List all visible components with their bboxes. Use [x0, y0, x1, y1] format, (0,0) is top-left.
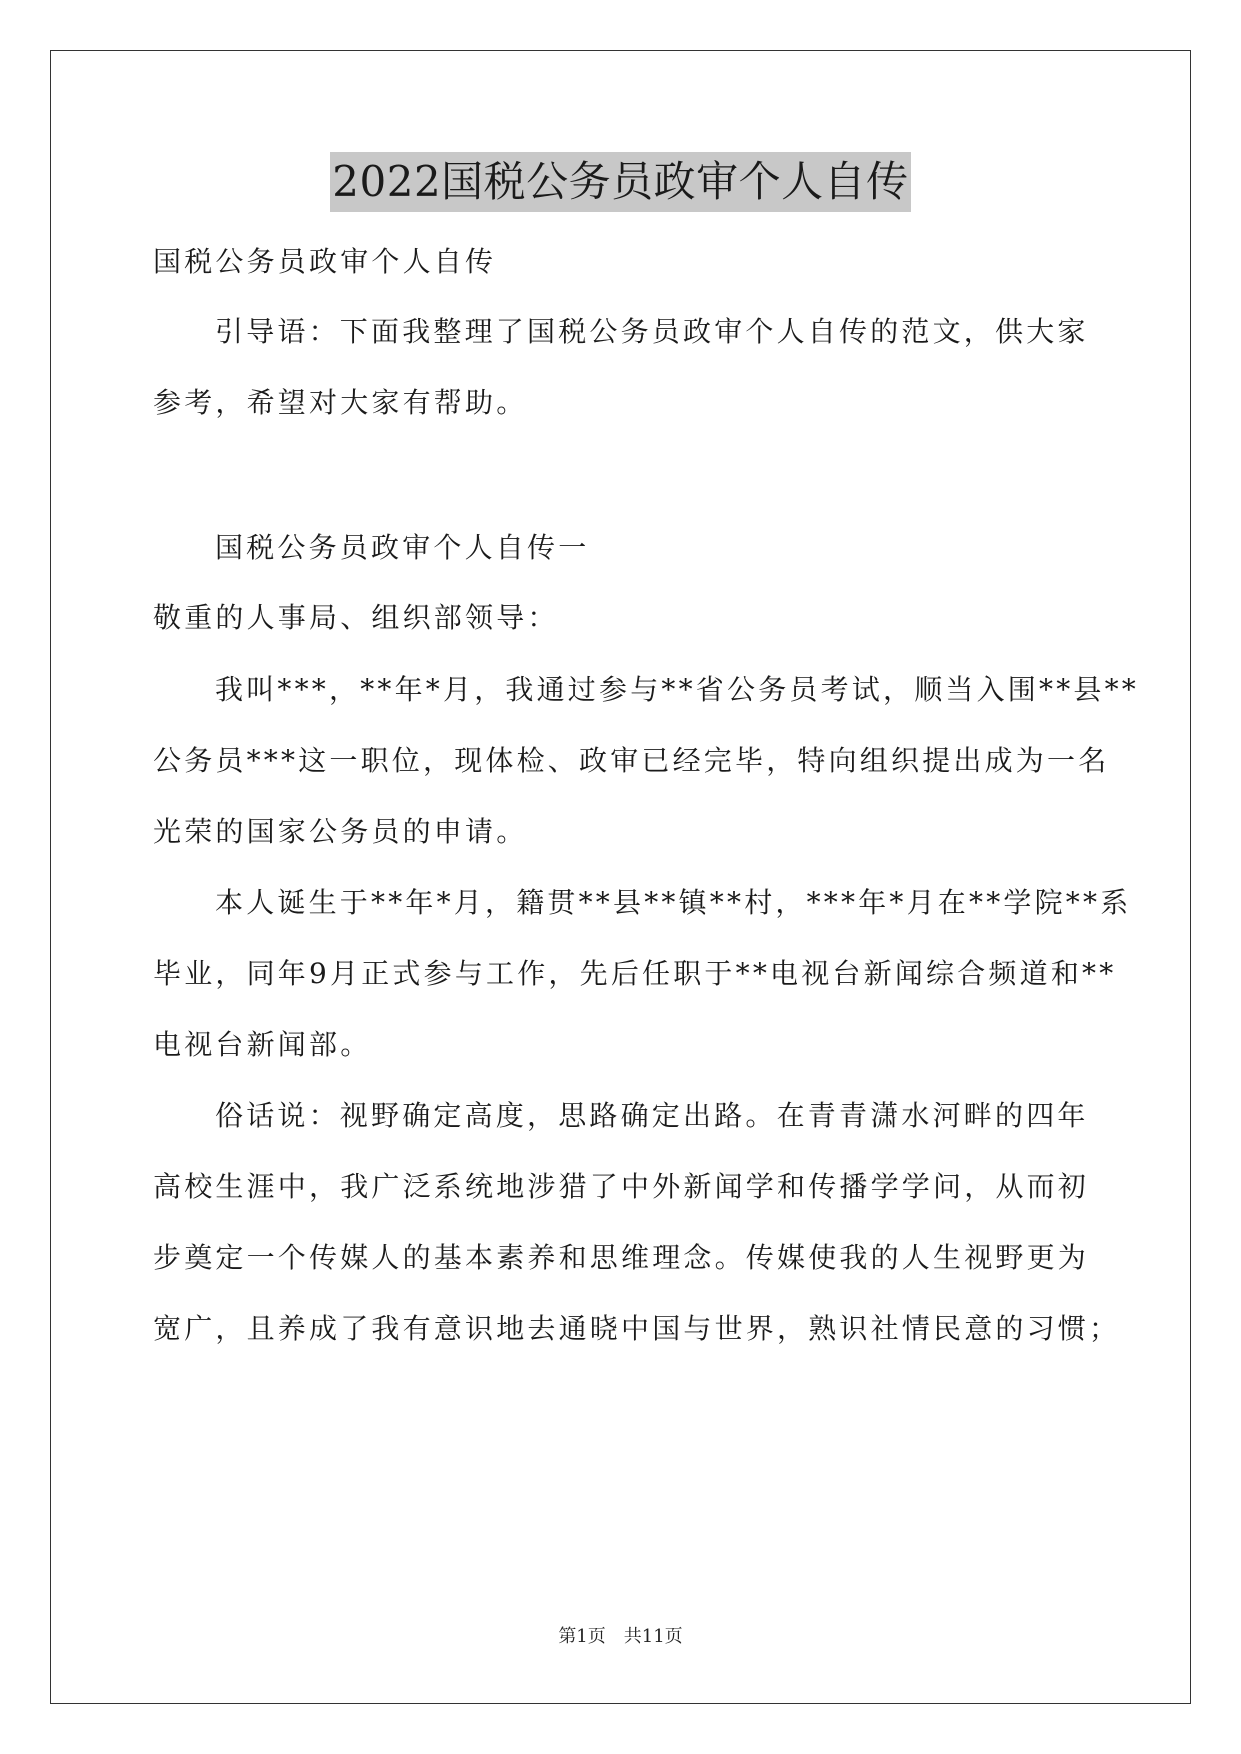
body-line-11: 电视台新闻部。	[153, 1028, 372, 1061]
body-line-2: 引导语：下面我整理了国税公务员政审个人自传的范文，供大家	[215, 315, 1089, 348]
body-line-7: 公务员***这一职位，现体检、政审已经完毕，特向组织提出成为一名	[153, 744, 1110, 777]
page-border	[50, 50, 1191, 1704]
body-line-10: 毕业，同年9月正式参与工作，先后任职于**电视台新闻综合频道和**	[153, 957, 1117, 990]
body-line-9: 本人诞生于**年*月，籍贯**县**镇**村，***年*月在**学院**系	[215, 886, 1132, 919]
body-line-8: 光荣的国家公务员的申请。	[153, 815, 528, 848]
body-line-15: 宽广，且养成了我有意识地去通晓中国与世界，熟识社情民意的习惯；	[153, 1312, 1121, 1345]
body-line-3: 参考，希望对大家有帮助。	[153, 386, 528, 419]
body-line-13: 高校生涯中，我广泛系统地涉猎了中外新闻学和传播学学问，从而初	[153, 1170, 1090, 1203]
body-line-1: 国税公务员政审个人自传	[153, 245, 497, 278]
document-title-text: 2022国税公务员政审个人自传	[330, 152, 910, 212]
body-line-12: 俗话说：视野确定高度，思路确定出路。在青青潇水河畔的四年	[215, 1099, 1089, 1132]
page-footer: 第1页 共11页	[558, 1626, 683, 1647]
body-line-4: 国税公务员政审个人自传一	[215, 531, 590, 564]
document-title	[0, 152, 1241, 212]
body-line-14: 步奠定一个传媒人的基本素养和思维理念。传媒使我的人生视野更为	[153, 1241, 1090, 1274]
body-line-6: 我叫***，**年*月，我通过参与**省公务员考试，顺当入围**县**	[215, 673, 1140, 706]
body-line-5: 敬重的人事局、组织部领导：	[153, 601, 559, 634]
